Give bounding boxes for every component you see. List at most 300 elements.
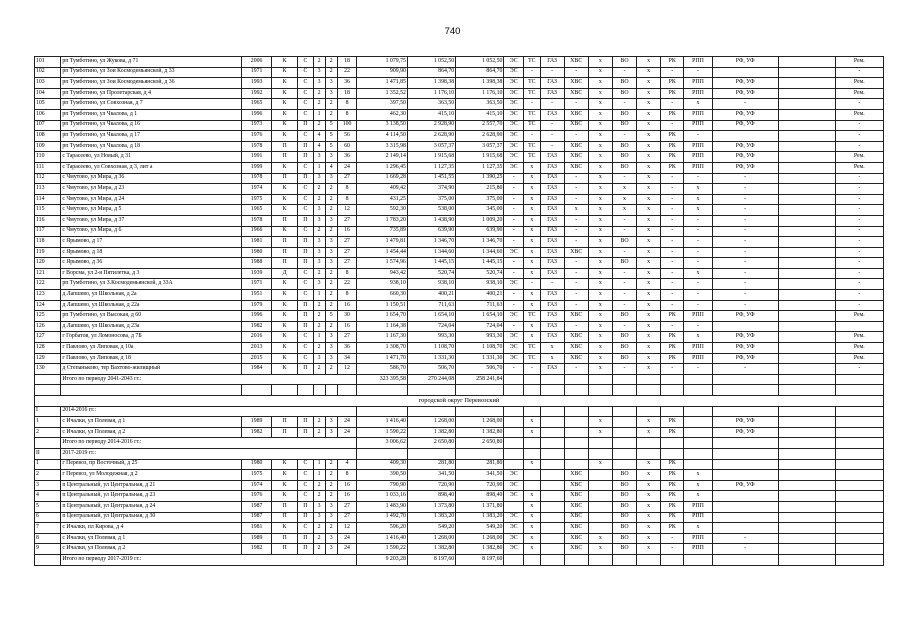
table-cell: К [271, 184, 297, 195]
area-cell: 596,20 [357, 523, 407, 534]
address-cell: с Ярымово, д 17 [61, 237, 242, 248]
area-cell: 909,90 [357, 67, 407, 78]
table-cell: РК [661, 78, 684, 89]
table-cell: 2 [325, 205, 337, 216]
table-cell: х [637, 237, 661, 248]
address-cell: г Павлово, ул Липовая, д 18 [61, 353, 242, 364]
table-cell [588, 374, 612, 385]
table-cell [835, 533, 883, 544]
table-cell: РФ, УФ [712, 78, 778, 89]
table-cell: Рем. [835, 78, 883, 89]
table-cell: П [271, 533, 297, 544]
table-cell: 2 [313, 427, 325, 438]
table-cell: - [661, 258, 684, 269]
table-cell: - [504, 258, 524, 269]
table-cell: ВО [612, 120, 636, 131]
table-cell [712, 554, 778, 565]
address-cell: с Ичалки, пл Кирова, д 4 [61, 523, 242, 534]
table-cell: - [712, 279, 778, 290]
table-cell [778, 258, 835, 269]
address-cell: г Перевоз, ул Молодежная, д 2 [61, 470, 242, 481]
table-row [35, 332, 884, 343]
table-cell: х [637, 523, 661, 534]
table-cell: - [661, 237, 684, 248]
table-cell: 2 [313, 184, 325, 195]
address-cell: с Чмутово, ул Мира, д 5 [61, 205, 242, 216]
table-cell: П [298, 141, 313, 152]
table-cell: 2 [325, 300, 337, 311]
table-cell [778, 237, 835, 248]
row-number-cell: 123 [35, 290, 61, 301]
address-cell: п Центральный, ул Центральная, д 21 [61, 480, 242, 491]
table-row [35, 300, 884, 311]
table-cell: П [271, 501, 297, 512]
table-cell [661, 554, 684, 565]
area-cell: 720,90 [456, 480, 504, 491]
table-cell [313, 385, 325, 396]
table-cell: РК [661, 332, 684, 343]
table-row [35, 364, 884, 375]
table-cell: х [588, 300, 612, 311]
table-cell: Рем. [835, 332, 883, 343]
table-cell: ВО [612, 88, 636, 99]
table-cell: - [612, 321, 636, 332]
table-cell: - [661, 184, 684, 195]
area-cell: 2 557,70 [456, 120, 504, 131]
address-cell: г Горбатов, ул Ломоносова, д 7Б [61, 332, 242, 343]
table-cell: х [588, 67, 612, 78]
table-row [35, 448, 884, 459]
table-cell: - [524, 131, 540, 142]
table-cell: 2 [313, 194, 325, 205]
table-cell: РПП [684, 120, 713, 131]
table-cell [540, 533, 564, 544]
table-cell: К [271, 78, 297, 89]
table-cell: П [298, 417, 313, 428]
table-cell: К [271, 353, 297, 364]
table-cell [835, 501, 883, 512]
address-cell: рп Тумботино, ул З.Космодемьянской, д 33А [61, 279, 242, 290]
table-cell: ЭС [504, 311, 524, 322]
table-cell: х [524, 427, 540, 438]
table-cell [35, 438, 61, 449]
table-cell [564, 385, 588, 396]
year-cell: 1984 [242, 364, 272, 375]
table-cell: 5 [325, 311, 337, 322]
table-cell [637, 406, 661, 417]
table-cell: ЭС [504, 99, 524, 110]
table-cell: - [684, 300, 713, 311]
table-cell: П [298, 311, 313, 322]
table-cell: - [712, 173, 778, 184]
area-cell: 1 390,25 [456, 173, 504, 184]
address-cell: г Павлово, ул Липовая, д 10а [61, 343, 242, 354]
table-cell: 3 [325, 152, 337, 163]
address-cell: п Центральный, ул Центральная, д 24 [61, 501, 242, 512]
table-cell: х [637, 480, 661, 491]
table-row [35, 544, 884, 555]
table-cell [540, 544, 564, 555]
table-cell: ВО [612, 343, 636, 354]
year-cell: 1971 [242, 279, 272, 290]
table-cell: К [271, 343, 297, 354]
area-cell: 1 915,68 [407, 152, 455, 163]
table-cell: х [684, 491, 713, 502]
area-cell: 1 492,70 [357, 512, 407, 523]
area-cell: 2 628,90 [407, 131, 455, 142]
table-cell: С [298, 523, 313, 534]
table-cell: - [684, 226, 713, 237]
table-cell [661, 448, 684, 459]
address-cell: рп Тумботино, ул Жукова, д 71 [61, 57, 242, 68]
table-cell [564, 374, 588, 385]
table-cell: - [564, 131, 588, 142]
table-cell: ГАЗ [540, 311, 564, 322]
table-cell: П [298, 215, 313, 226]
housing-register-table [34, 56, 884, 566]
area-cell: 1 268,00 [407, 417, 455, 428]
table-cell [407, 448, 455, 459]
table-cell: 4 [337, 459, 357, 470]
table-cell: - [684, 131, 713, 142]
year-cell: 1974 [242, 184, 272, 195]
row-number-cell: 125 [35, 311, 61, 322]
table-cell: х [637, 353, 661, 364]
area-cell: 1 382,80 [456, 427, 504, 438]
table-cell: РФ, УФ [712, 417, 778, 428]
table-cell: 2 [313, 523, 325, 534]
table-cell: х [524, 290, 540, 301]
table-cell: К [271, 109, 297, 120]
table-cell: х [637, 120, 661, 131]
table-cell: 24 [337, 533, 357, 544]
area-cell: 1 654,10 [407, 311, 455, 322]
table-cell [835, 544, 883, 555]
table-cell [637, 554, 661, 565]
table-cell: х [637, 459, 661, 470]
table-cell: х [637, 268, 661, 279]
area-cell: 1 471,70 [357, 353, 407, 364]
area-cell: 1 669,28 [357, 173, 407, 184]
table-cell: К [271, 290, 297, 301]
table-cell: ГАЗ [540, 78, 564, 89]
table-cell [504, 406, 524, 417]
table-cell: х [524, 215, 540, 226]
table-cell: РПП [684, 57, 713, 68]
table-cell: - [684, 237, 713, 248]
table-cell: 3 [325, 544, 337, 555]
table-cell: х [588, 152, 612, 163]
table-cell: х [588, 321, 612, 332]
area-cell: 592,30 [357, 205, 407, 216]
year-cell: 1978 [242, 173, 272, 184]
table-cell: РК [661, 141, 684, 152]
area-cell: 1 654,70 [357, 311, 407, 322]
row-number-cell: 1 [35, 417, 61, 428]
row-number-cell: 120 [35, 258, 61, 269]
table-cell: - [661, 215, 684, 226]
area-cell: 281,80 [456, 459, 504, 470]
row-number-cell: 1 [35, 459, 61, 470]
table-cell: К [271, 57, 297, 68]
table-cell [778, 427, 835, 438]
table-cell: х [588, 215, 612, 226]
year-cell: 1981 [242, 523, 272, 534]
table-cell [835, 554, 883, 565]
area-cell: 1 445,15 [407, 258, 455, 269]
table-cell: ЭС [504, 491, 524, 502]
address-cell: г Ворсма, ул 2-я Пятилетка, д 3 [61, 268, 242, 279]
address-cell: рп Тумботино, ул Чкалова, д 1 [61, 109, 242, 120]
table-cell: - [564, 215, 588, 226]
table-cell [588, 385, 612, 396]
table-cell: - [524, 67, 540, 78]
area-cell: 735,89 [357, 226, 407, 237]
table-cell [778, 491, 835, 502]
table-cell: ВО [612, 152, 636, 163]
table-cell: 18 [337, 88, 357, 99]
table-cell [524, 385, 540, 396]
area-cell: 724,04 [407, 321, 455, 332]
table-cell [712, 448, 778, 459]
table-cell: РФ, УФ [712, 343, 778, 354]
table-cell [540, 491, 564, 502]
area-cell: 1 079,75 [357, 57, 407, 68]
table-cell: 1 [313, 109, 325, 120]
table-cell: РПП [684, 152, 713, 163]
table-cell: х [524, 417, 540, 428]
year-cell: 1989 [242, 533, 272, 544]
table-cell: 2 [325, 184, 337, 195]
period-total-value: 258 241,84 [456, 374, 504, 385]
year-cell: 2016 [242, 332, 272, 343]
table-cell: ВО [612, 311, 636, 322]
year-cell: 1996 [242, 109, 272, 120]
row-number-cell: 6 [35, 512, 61, 523]
table-cell: х [637, 470, 661, 481]
table-cell: - [540, 279, 564, 290]
table-cell [778, 406, 835, 417]
row-number-cell: 106 [35, 109, 61, 120]
table-cell: К [271, 459, 297, 470]
table-row [35, 311, 884, 322]
table-cell: - [835, 237, 883, 248]
table-cell [540, 448, 564, 459]
table-cell: ГАЗ [540, 226, 564, 237]
table-cell: х [588, 311, 612, 322]
table-cell: 1 [313, 332, 325, 343]
area-cell: 898,40 [407, 491, 455, 502]
year-cell: 1951 [242, 290, 272, 301]
table-cell [337, 385, 357, 396]
table-cell [564, 459, 588, 470]
table-cell: - [564, 321, 588, 332]
table-cell: ХВС [564, 88, 588, 99]
table-cell: - [661, 533, 684, 544]
table-cell [504, 448, 524, 459]
table-cell: Рем. [835, 152, 883, 163]
table-cell: 16 [337, 226, 357, 237]
table-cell [778, 554, 835, 565]
table-cell: х [524, 205, 540, 216]
table-cell: х [588, 184, 612, 195]
table-cell: С [298, 491, 313, 502]
table-cell [712, 491, 778, 502]
row-number-cell: 124 [35, 300, 61, 311]
table-cell: РК [661, 501, 684, 512]
table-cell [778, 364, 835, 375]
row-number-cell: 113 [35, 184, 61, 195]
table-cell: - [504, 237, 524, 248]
table-cell: ТС [524, 57, 540, 68]
table-cell: ЭС [504, 109, 524, 120]
table-cell: РФ, УФ [712, 162, 778, 173]
table-cell: х [637, 332, 661, 343]
table-cell: - [661, 300, 684, 311]
table-cell: РПП [684, 109, 713, 120]
table-cell: - [684, 215, 713, 226]
table-cell: РК [661, 131, 684, 142]
table-cell [778, 290, 835, 301]
table-cell [588, 491, 612, 502]
area-cell: 864,70 [456, 67, 504, 78]
table-cell [637, 438, 661, 449]
year-cell: 1975 [242, 470, 272, 481]
table-cell: ХВС [564, 523, 588, 534]
table-cell: ТС [524, 78, 540, 89]
area-cell: 1 308,70 [357, 343, 407, 354]
table-cell: - [540, 67, 564, 78]
area-cell: 1 268,00 [456, 533, 504, 544]
table-cell: С [298, 109, 313, 120]
area-cell: 1 383,20 [456, 512, 504, 523]
table-cell: С [298, 162, 313, 173]
area-cell: 1 164,38 [357, 321, 407, 332]
table-cell: П [298, 173, 313, 184]
table-cell: 36 [337, 78, 357, 89]
table-cell [612, 374, 636, 385]
area-cell: 341,50 [407, 470, 455, 481]
table-cell: - [564, 67, 588, 78]
table-cell: ЭС [504, 470, 524, 481]
year-cell: 1976 [242, 131, 272, 142]
table-cell: х [588, 205, 612, 216]
table-cell [684, 438, 713, 449]
period-heading: 2014-2016 гг.: [61, 406, 357, 417]
area-cell: 724,04 [456, 321, 504, 332]
table-cell [778, 279, 835, 290]
table-cell [564, 554, 588, 565]
table-cell: ГАЗ [540, 268, 564, 279]
table-cell: ГАЗ [540, 205, 564, 216]
table-cell: 36 [337, 152, 357, 163]
table-cell: П [298, 544, 313, 555]
table-cell: ХВС [564, 343, 588, 354]
table-cell: х [524, 237, 540, 248]
table-cell: х [524, 226, 540, 237]
table-cell: - [504, 226, 524, 237]
area-cell: 1 574,96 [357, 258, 407, 269]
table-cell [612, 448, 636, 459]
table-cell [684, 427, 713, 438]
table-cell: х [637, 152, 661, 163]
table-cell [835, 417, 883, 428]
table-cell: 2 [325, 226, 337, 237]
table-cell: х [637, 427, 661, 438]
table-cell: ХВС [564, 512, 588, 523]
table-cell: 1 [313, 290, 325, 301]
table-cell: К [271, 194, 297, 205]
table-cell: - [835, 247, 883, 258]
table-cell: х [588, 57, 612, 68]
table-cell: х [588, 268, 612, 279]
table-row [35, 226, 884, 237]
area-cell: 375,00 [456, 194, 504, 205]
table-cell [612, 417, 636, 428]
table-cell [271, 385, 297, 396]
area-cell: 538,00 [407, 205, 455, 216]
table-cell: ВО [612, 523, 636, 534]
table-cell: - [564, 268, 588, 279]
table-cell [588, 523, 612, 534]
table-cell [564, 406, 588, 417]
table-cell: - [684, 279, 713, 290]
table-cell [778, 120, 835, 131]
table-cell [684, 459, 713, 470]
area-cell: 409,30 [357, 459, 407, 470]
table-cell [612, 438, 636, 449]
table-cell [778, 173, 835, 184]
year-cell: 1974 [242, 480, 272, 491]
table-cell [661, 385, 684, 396]
table-cell: ХВС [564, 491, 588, 502]
table-cell [540, 385, 564, 396]
table-cell: 2 [325, 523, 337, 534]
table-cell: К [271, 480, 297, 491]
table-cell: 2 [313, 343, 325, 354]
table-cell: х [637, 343, 661, 354]
period-total-value: 8 197,60 [456, 554, 504, 565]
area-cell: 586,70 [357, 364, 407, 375]
table-cell: 3 [313, 237, 325, 248]
table-cell: РФ, УФ [712, 109, 778, 120]
table-cell: х [524, 523, 540, 534]
area-cell: 431,25 [357, 194, 407, 205]
table-cell: - [835, 131, 883, 142]
table-cell: х [588, 88, 612, 99]
table-cell: - [540, 131, 564, 142]
table-cell: - [712, 184, 778, 195]
table-cell: х [588, 141, 612, 152]
area-cell: 1 268,00 [407, 533, 455, 544]
table-cell: П [271, 512, 297, 523]
table-cell [407, 406, 455, 417]
table-cell: х [637, 67, 661, 78]
table-cell [564, 417, 588, 428]
table-cell: ВО [612, 470, 636, 481]
table-cell: х [588, 109, 612, 120]
table-cell: РПП [684, 78, 713, 89]
table-cell: 4 [325, 162, 337, 173]
table-cell: х [588, 417, 612, 428]
table-cell: Рем. [835, 162, 883, 173]
table-cell: ЭС [504, 533, 524, 544]
table-cell: - [835, 173, 883, 184]
table-cell: С [298, 184, 313, 195]
table-cell: - [684, 247, 713, 258]
table-cell: РПП [684, 512, 713, 523]
table-cell: - [835, 120, 883, 131]
